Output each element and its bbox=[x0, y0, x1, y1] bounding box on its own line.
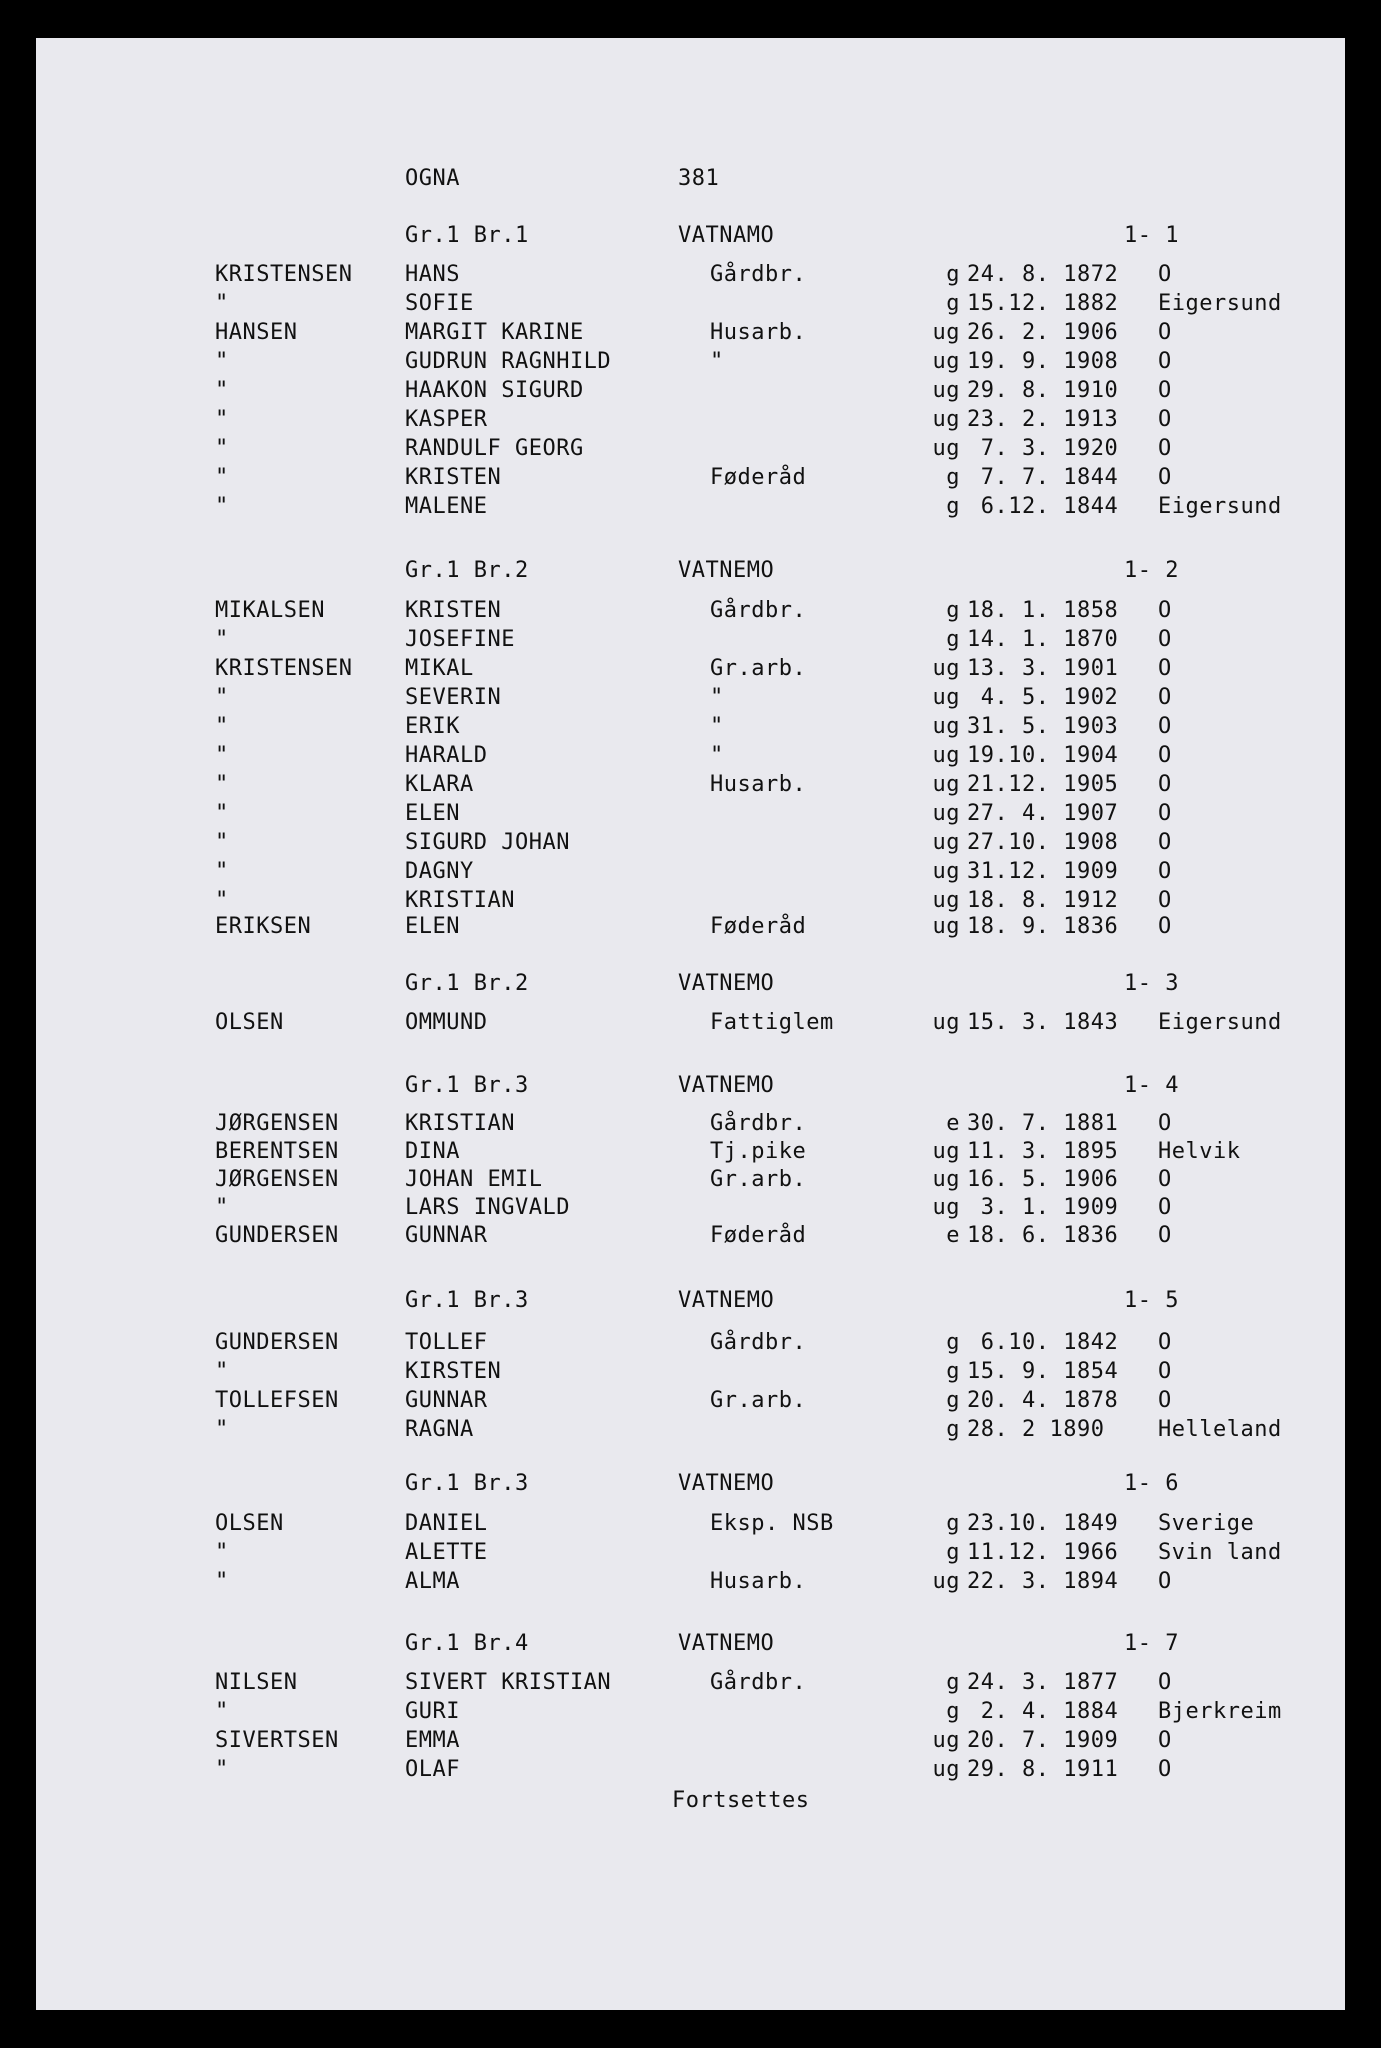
given-name-cell: OLAF bbox=[405, 1757, 460, 1782]
birth-date-cell: 15.12. 1882 bbox=[967, 291, 1119, 316]
status-cell: ug bbox=[932, 801, 960, 826]
surname-cell: " bbox=[215, 407, 229, 432]
birthplace-cell: Eigersund bbox=[1158, 291, 1282, 316]
surname-cell: " bbox=[215, 1417, 229, 1442]
status-cell: e bbox=[946, 1111, 960, 1136]
surname-cell: TOLLEFSEN bbox=[215, 1388, 339, 1413]
group-number: 1- 1 bbox=[1124, 223, 1179, 248]
occupation-cell: " bbox=[710, 743, 724, 768]
occupation-cell: " bbox=[710, 685, 724, 710]
surname-cell: GUNDERSEN bbox=[215, 1223, 339, 1248]
status-cell: g bbox=[946, 465, 960, 490]
birth-date-cell: 29. 8. 1910 bbox=[967, 378, 1119, 403]
status-cell: ug bbox=[932, 436, 960, 461]
birth-date-cell: 11.12. 1966 bbox=[967, 1540, 1119, 1565]
parish-header: OGNA bbox=[405, 166, 460, 191]
given-name-cell: SOFIE bbox=[405, 291, 474, 316]
status-cell: g bbox=[946, 1417, 960, 1442]
occupation-cell: Gårdbr. bbox=[710, 1670, 807, 1695]
status-cell: g bbox=[946, 1330, 960, 1355]
birthplace-cell: O bbox=[1158, 888, 1172, 913]
birth-date-cell: 4. 5. 1902 bbox=[967, 685, 1119, 710]
birth-date-cell: 18. 6. 1836 bbox=[967, 1223, 1119, 1248]
given-name-cell: GURI bbox=[405, 1699, 460, 1724]
birth-date-cell: 22. 3. 1894 bbox=[967, 1569, 1119, 1594]
occupation-cell: Husarb. bbox=[710, 1569, 807, 1594]
given-name-cell: SEVERIN bbox=[405, 685, 502, 710]
surname-cell: HANSEN bbox=[215, 320, 298, 345]
birthplace-cell: O bbox=[1158, 830, 1172, 855]
occupation-cell: Føderåd bbox=[710, 465, 807, 490]
status-cell: ug bbox=[932, 1757, 960, 1782]
status-cell: g bbox=[946, 598, 960, 623]
birth-date-cell: 21.12. 1905 bbox=[967, 772, 1119, 797]
given-name-cell: ALETTE bbox=[405, 1540, 488, 1565]
given-name-cell: MIKAL bbox=[405, 656, 474, 681]
given-name-cell: KIRSTEN bbox=[405, 1359, 502, 1384]
birthplace-cell: O bbox=[1158, 598, 1172, 623]
surname-cell: SIVERTSEN bbox=[215, 1728, 339, 1753]
surname-cell: JØRGENSEN bbox=[215, 1111, 339, 1136]
status-cell: g bbox=[946, 1670, 960, 1695]
occupation-cell: " bbox=[710, 349, 724, 374]
birthplace-cell: O bbox=[1158, 465, 1172, 490]
surname-cell: " bbox=[215, 1569, 229, 1594]
surname-cell: " bbox=[215, 1699, 229, 1724]
status-cell: ug bbox=[932, 859, 960, 884]
birthplace-cell: O bbox=[1158, 1359, 1172, 1384]
occupation-cell: Gr.arb. bbox=[710, 1388, 807, 1413]
given-name-cell: DANIEL bbox=[405, 1511, 488, 1536]
group-farm: VATNEMO bbox=[678, 1631, 775, 1656]
surname-cell: " bbox=[215, 465, 229, 490]
surname-cell: " bbox=[215, 494, 229, 519]
group-register: Gr.1 Br.2 bbox=[405, 971, 529, 996]
birth-date-cell: 24. 8. 1872 bbox=[967, 262, 1119, 287]
birthplace-cell: O bbox=[1158, 714, 1172, 739]
birthplace-cell: O bbox=[1158, 1757, 1172, 1782]
group-register: Gr.1 Br.4 bbox=[405, 1631, 529, 1656]
given-name-cell: HARALD bbox=[405, 743, 488, 768]
group-number: 1- 3 bbox=[1124, 971, 1179, 996]
birthplace-cell: O bbox=[1158, 320, 1172, 345]
birth-date-cell: 31. 5. 1903 bbox=[967, 714, 1119, 739]
birthplace-cell: O bbox=[1158, 801, 1172, 826]
birth-date-cell: 3. 1. 1909 bbox=[967, 1195, 1119, 1220]
surname-cell: ERIKSEN bbox=[215, 914, 312, 939]
surname-cell: " bbox=[215, 685, 229, 710]
given-name-cell: JOHAN EMIL bbox=[405, 1167, 543, 1192]
birthplace-cell: O bbox=[1158, 1388, 1172, 1413]
status-cell: ug bbox=[932, 1195, 960, 1220]
status-cell: ug bbox=[932, 743, 960, 768]
birth-date-cell: 30. 7. 1881 bbox=[967, 1111, 1119, 1136]
birth-date-cell: 7. 7. 1844 bbox=[967, 465, 1119, 490]
group-farm: VATNEMO bbox=[678, 1288, 775, 1313]
occupation-cell: Føderåd bbox=[710, 914, 807, 939]
given-name-cell: MALENE bbox=[405, 494, 488, 519]
status-cell: ug bbox=[932, 656, 960, 681]
birth-date-cell: 18. 9. 1836 bbox=[967, 914, 1119, 939]
status-cell: g bbox=[946, 291, 960, 316]
group-farm: VATNEMO bbox=[678, 971, 775, 996]
status-cell: ug bbox=[932, 888, 960, 913]
surname-cell: NILSEN bbox=[215, 1670, 298, 1695]
birthplace-cell: Eigersund bbox=[1158, 1010, 1282, 1035]
status-cell: ug bbox=[932, 320, 960, 345]
group-register: Gr.1 Br.2 bbox=[405, 558, 529, 583]
group-register: Gr.1 Br.3 bbox=[405, 1288, 529, 1313]
status-cell: g bbox=[946, 1540, 960, 1565]
given-name-cell: KRISTEN bbox=[405, 465, 502, 490]
birthplace-cell: O bbox=[1158, 1195, 1172, 1220]
birthplace-cell: Bjerkreim bbox=[1158, 1699, 1282, 1724]
birth-date-cell: 11. 3. 1895 bbox=[967, 1139, 1119, 1164]
birth-date-cell: 24. 3. 1877 bbox=[967, 1670, 1119, 1695]
surname-cell: " bbox=[215, 1359, 229, 1384]
birth-date-cell: 15. 3. 1843 bbox=[967, 1010, 1119, 1035]
birth-date-cell: 31.12. 1909 bbox=[967, 859, 1119, 884]
birth-date-cell: 6.10. 1842 bbox=[967, 1330, 1119, 1355]
birth-date-cell: 18. 8. 1912 bbox=[967, 888, 1119, 913]
status-cell: ug bbox=[932, 830, 960, 855]
occupation-cell: Gr.arb. bbox=[710, 1167, 807, 1192]
birthplace-cell: Helvik bbox=[1158, 1139, 1241, 1164]
status-cell: g bbox=[946, 627, 960, 652]
birthplace-cell: O bbox=[1158, 772, 1172, 797]
given-name-cell: KASPER bbox=[405, 407, 488, 432]
group-number: 1- 4 bbox=[1124, 1073, 1179, 1098]
occupation-cell: Gårdbr. bbox=[710, 262, 807, 287]
surname-cell: " bbox=[215, 830, 229, 855]
given-name-cell: SIVERT KRISTIAN bbox=[405, 1670, 612, 1695]
surname-cell: " bbox=[215, 801, 229, 826]
birth-date-cell: 27. 4. 1907 bbox=[967, 801, 1119, 826]
given-name-cell: TOLLEF bbox=[405, 1330, 488, 1355]
status-cell: g bbox=[946, 494, 960, 519]
status-cell: ug bbox=[932, 772, 960, 797]
status-cell: ug bbox=[932, 1569, 960, 1594]
surname-cell: " bbox=[215, 627, 229, 652]
given-name-cell: GUNNAR bbox=[405, 1223, 488, 1248]
given-name-cell: KRISTIAN bbox=[405, 1111, 515, 1136]
group-number: 1- 5 bbox=[1124, 1288, 1179, 1313]
surname-cell: " bbox=[215, 1757, 229, 1782]
birthplace-cell: O bbox=[1158, 914, 1172, 939]
birth-date-cell: 20. 4. 1878 bbox=[967, 1388, 1119, 1413]
birth-date-cell: 13. 3. 1901 bbox=[967, 656, 1119, 681]
given-name-cell: SIGURD JOHAN bbox=[405, 830, 570, 855]
birthplace-cell: O bbox=[1158, 378, 1172, 403]
status-cell: ug bbox=[932, 407, 960, 432]
birthplace-cell: O bbox=[1158, 685, 1172, 710]
status-cell: ug bbox=[932, 378, 960, 403]
given-name-cell: DINA bbox=[405, 1139, 460, 1164]
occupation-cell: " bbox=[710, 714, 724, 739]
surname-cell: " bbox=[215, 772, 229, 797]
birthplace-cell: O bbox=[1158, 1167, 1172, 1192]
occupation-cell: Føderåd bbox=[710, 1223, 807, 1248]
occupation-cell: Gårdbr. bbox=[710, 1330, 807, 1355]
surname-cell: " bbox=[215, 378, 229, 403]
surname-cell: OLSEN bbox=[215, 1010, 284, 1035]
given-name-cell: ELEN bbox=[405, 914, 460, 939]
birth-date-cell: 27.10. 1908 bbox=[967, 830, 1119, 855]
status-cell: g bbox=[946, 1511, 960, 1536]
given-name-cell: DAGNY bbox=[405, 859, 474, 884]
birthplace-cell: O bbox=[1158, 743, 1172, 768]
occupation-cell: Eksp. NSB bbox=[710, 1511, 834, 1536]
group-farm: VATNEMO bbox=[678, 558, 775, 583]
birthplace-cell: O bbox=[1158, 407, 1172, 432]
given-name-cell: MARGIT KARINE bbox=[405, 320, 584, 345]
given-name-cell: KRISTEN bbox=[405, 598, 502, 623]
page-number: 381 bbox=[678, 166, 720, 191]
document-page bbox=[36, 38, 1345, 2010]
surname-cell: " bbox=[215, 888, 229, 913]
birthplace-cell: Eigersund bbox=[1158, 494, 1282, 519]
surname-cell: " bbox=[215, 714, 229, 739]
birthplace-cell: Svin land bbox=[1158, 1540, 1282, 1565]
birth-date-cell: 2. 4. 1884 bbox=[967, 1699, 1119, 1724]
birthplace-cell: O bbox=[1158, 1330, 1172, 1355]
status-cell: g bbox=[946, 262, 960, 287]
status-cell: g bbox=[946, 1388, 960, 1413]
given-name-cell: GUNNAR bbox=[405, 1388, 488, 1413]
birthplace-cell: O bbox=[1158, 1223, 1172, 1248]
footer-continued: Fortsettes bbox=[672, 1788, 810, 1813]
given-name-cell: GUDRUN RAGNHILD bbox=[405, 349, 612, 374]
surname-cell: " bbox=[215, 291, 229, 316]
occupation-cell: Gårdbr. bbox=[710, 1111, 807, 1136]
surname-cell: GUNDERSEN bbox=[215, 1330, 339, 1355]
surname-cell: BERENTSEN bbox=[215, 1139, 339, 1164]
group-farm: VATNAMO bbox=[678, 223, 775, 248]
birth-date-cell: 6.12. 1844 bbox=[967, 494, 1119, 519]
given-name-cell: HAAKON SIGURD bbox=[405, 378, 584, 403]
status-cell: g bbox=[946, 1359, 960, 1384]
birthplace-cell: O bbox=[1158, 1569, 1172, 1594]
surname-cell: " bbox=[215, 859, 229, 884]
given-name-cell: EMMA bbox=[405, 1728, 460, 1753]
surname-cell: KRISTENSEN bbox=[215, 262, 353, 287]
birth-date-cell: 28. 2 1890 bbox=[967, 1417, 1105, 1442]
birth-date-cell: 16. 5. 1906 bbox=[967, 1167, 1119, 1192]
given-name-cell: KRISTIAN bbox=[405, 888, 515, 913]
surname-cell: " bbox=[215, 743, 229, 768]
birth-date-cell: 29. 8. 1911 bbox=[967, 1757, 1119, 1782]
birthplace-cell: O bbox=[1158, 262, 1172, 287]
occupation-cell: Fattiglem bbox=[710, 1010, 834, 1035]
given-name-cell: OMMUND bbox=[405, 1010, 488, 1035]
birth-date-cell: 14. 1. 1870 bbox=[967, 627, 1119, 652]
birthplace-cell: O bbox=[1158, 627, 1172, 652]
group-number: 1- 2 bbox=[1124, 558, 1179, 583]
birthplace-cell: O bbox=[1158, 656, 1172, 681]
status-cell: ug bbox=[932, 1167, 960, 1192]
surname-cell: " bbox=[215, 1540, 229, 1565]
status-cell: ug bbox=[932, 1139, 960, 1164]
given-name-cell: RAGNA bbox=[405, 1417, 474, 1442]
given-name-cell: ALMA bbox=[405, 1569, 460, 1594]
birth-date-cell: 18. 1. 1858 bbox=[967, 598, 1119, 623]
given-name-cell: ELEN bbox=[405, 801, 460, 826]
occupation-cell: Tj.pike bbox=[710, 1139, 807, 1164]
group-farm: VATNEMO bbox=[678, 1471, 775, 1496]
occupation-cell: Husarb. bbox=[710, 320, 807, 345]
given-name-cell: RANDULF GEORG bbox=[405, 436, 584, 461]
birth-date-cell: 15. 9. 1854 bbox=[967, 1359, 1119, 1384]
birthplace-cell: O bbox=[1158, 859, 1172, 884]
surname-cell: KRISTENSEN bbox=[215, 656, 353, 681]
group-number: 1- 7 bbox=[1124, 1631, 1179, 1656]
birthplace-cell: Sverige bbox=[1158, 1511, 1255, 1536]
birthplace-cell: Helleland bbox=[1158, 1417, 1282, 1442]
birth-date-cell: 7. 3. 1920 bbox=[967, 436, 1119, 461]
birth-date-cell: 19. 9. 1908 bbox=[967, 349, 1119, 374]
occupation-cell: Husarb. bbox=[710, 772, 807, 797]
group-register: Gr.1 Br.1 bbox=[405, 223, 529, 248]
birthplace-cell: O bbox=[1158, 349, 1172, 374]
birthplace-cell: O bbox=[1158, 1728, 1172, 1753]
given-name-cell: LARS INGVALD bbox=[405, 1195, 570, 1220]
birthplace-cell: O bbox=[1158, 436, 1172, 461]
group-register: Gr.1 Br.3 bbox=[405, 1471, 529, 1496]
surname-cell: JØRGENSEN bbox=[215, 1167, 339, 1192]
surname-cell: " bbox=[215, 349, 229, 374]
surname-cell: " bbox=[215, 436, 229, 461]
birth-date-cell: 23.10. 1849 bbox=[967, 1511, 1119, 1536]
group-register: Gr.1 Br.3 bbox=[405, 1073, 529, 1098]
given-name-cell: HANS bbox=[405, 262, 460, 287]
birth-date-cell: 26. 2. 1906 bbox=[967, 320, 1119, 345]
occupation-cell: Gårdbr. bbox=[710, 598, 807, 623]
given-name-cell: JOSEFINE bbox=[405, 627, 515, 652]
status-cell: ug bbox=[932, 914, 960, 939]
status-cell: ug bbox=[932, 1728, 960, 1753]
birthplace-cell: O bbox=[1158, 1670, 1172, 1695]
status-cell: g bbox=[946, 1699, 960, 1724]
group-farm: VATNEMO bbox=[678, 1073, 775, 1098]
birth-date-cell: 20. 7. 1909 bbox=[967, 1728, 1119, 1753]
given-name-cell: ERIK bbox=[405, 714, 460, 739]
status-cell: ug bbox=[932, 349, 960, 374]
status-cell: ug bbox=[932, 685, 960, 710]
surname-cell: " bbox=[215, 1195, 229, 1220]
birth-date-cell: 23. 2. 1913 bbox=[967, 407, 1119, 432]
status-cell: ug bbox=[932, 714, 960, 739]
surname-cell: OLSEN bbox=[215, 1511, 284, 1536]
given-name-cell: KLARA bbox=[405, 772, 474, 797]
birthplace-cell: O bbox=[1158, 1111, 1172, 1136]
status-cell: e bbox=[946, 1223, 960, 1248]
surname-cell: MIKALSEN bbox=[215, 598, 325, 623]
status-cell: ug bbox=[932, 1010, 960, 1035]
occupation-cell: Gr.arb. bbox=[710, 656, 807, 681]
birth-date-cell: 19.10. 1904 bbox=[967, 743, 1119, 768]
group-number: 1- 6 bbox=[1124, 1471, 1179, 1496]
